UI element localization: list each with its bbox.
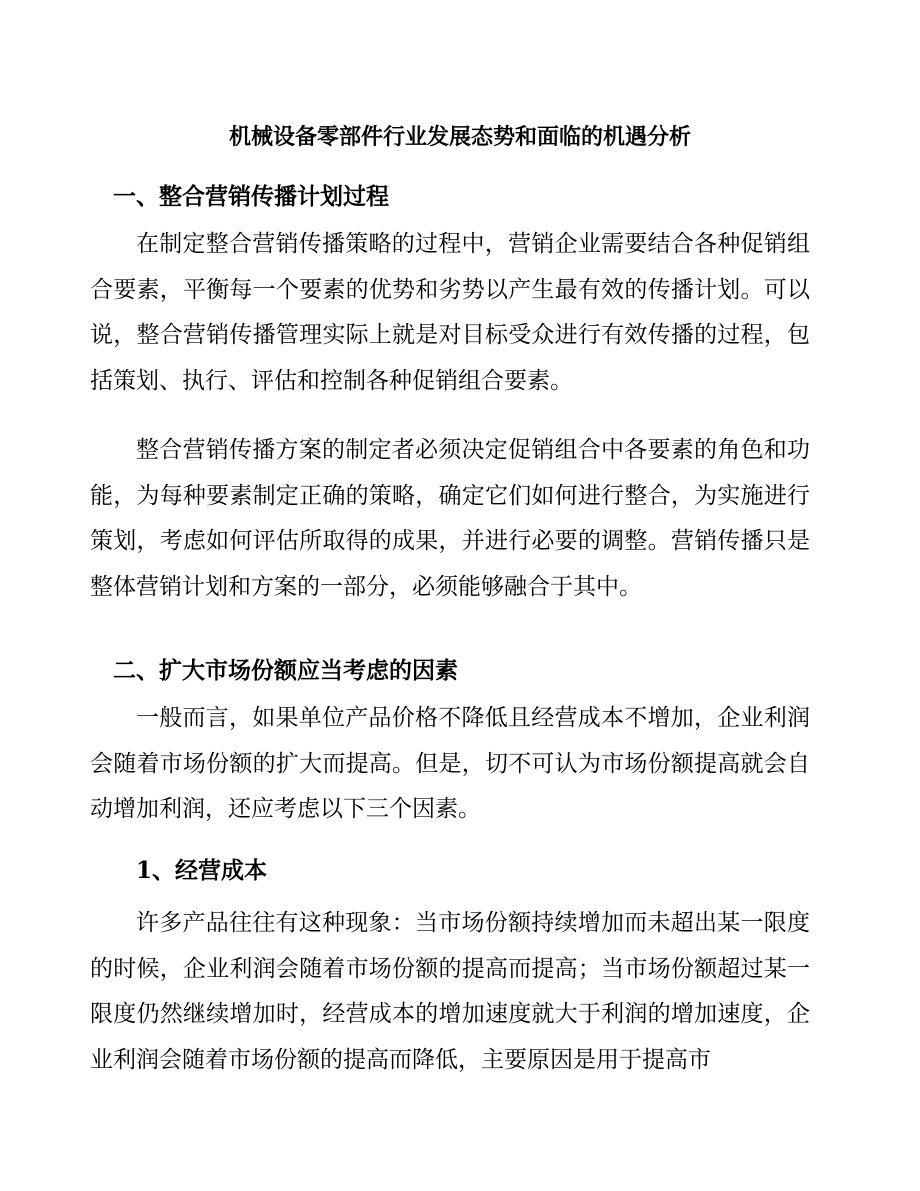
subsection-heading-1: 1、经营成本 — [136, 857, 268, 884]
section-heading-2: 二、扩大市场份额应当考虑的因素 — [113, 657, 458, 684]
subsection-1-paragraph: 许多产品往往有这种现象：当市场份额持续增加而未超出某一限度的时候，企业利润会随着市场份额的提高而提高；当市场份额超过某一限度仍然继续增加时，经营成本的增加速度就大于利润的增加速度，企业利润会随着市场份额的提高而降低，主要原因是用于提高市 — [90, 910, 810, 1074]
section-1-paragraph-1: 在制定整合营销传播策略的过程中，营销企业需要结合各种促销组合要素，平衡每一个要素的优势和劣势以产生最有效的传播计划。可以说，整合营销传播管理实际上就是对目标受众进行有效传播的过程，包括策划、执行、评估和控制各种促销组合要素。 — [90, 231, 810, 395]
section-1-paragraph-2: 整合营销传播方案的制定者必须决定促销组合中各要素的角色和功能，为每种要素制定正确的策略，确定它们如何进行整合，为实施进行策划，考虑如何评估所取得的成果，并进行必要的调整。营销传播只是整体营销计划和方案的一部分，必须能够融合于其中。 — [90, 437, 810, 601]
section-heading-1: 一、整合营销传播计划过程 — [113, 183, 389, 210]
document-title: 机械设备零部件行业发展态势和面临的机遇分析 — [228, 124, 691, 150]
section-2-paragraph-1: 一般而言，如果单位产品价格不降低且经营成本不增加，企业利润会随着市场份额的扩大而提高。但是，切不可认为市场份额提高就会自动增加利润，还应考虑以下三个因素。 — [90, 705, 810, 823]
